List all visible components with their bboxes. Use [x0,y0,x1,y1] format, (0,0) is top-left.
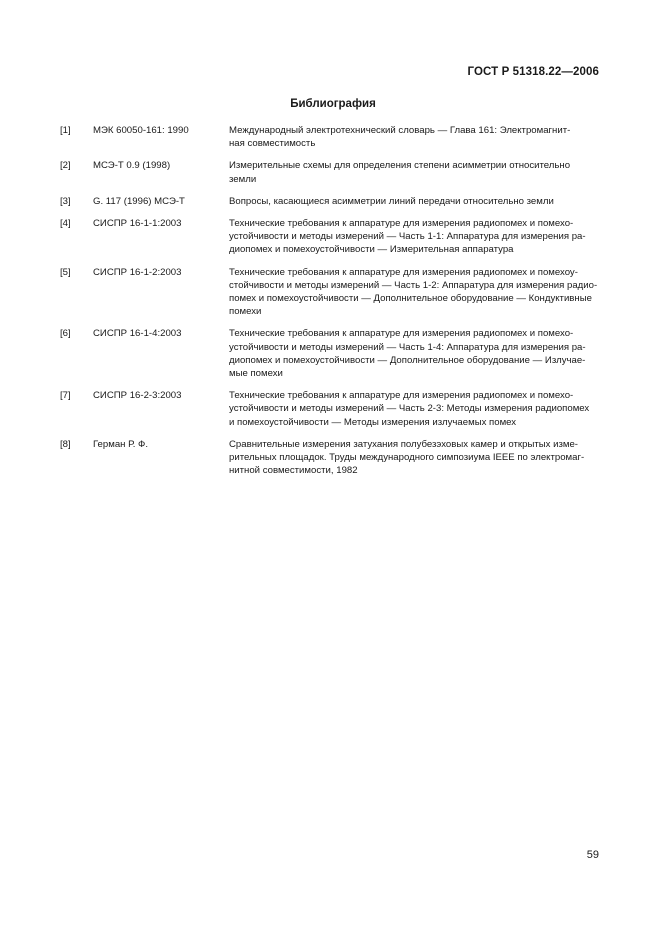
entry-line: и помехоустойчивости — Методы измерения излучаемых помех [229,416,517,428]
entry-number: [1] [60,125,71,136]
bibliography-entry [60,159,600,185]
entry-line: стойчивости и методы измерений — Часть 1-2: Аппаратура для измерения радио- [229,279,598,291]
entry-reference: G. 117 (1996) МСЭ-Т [93,195,185,207]
entry-reference: МСЭ-Т 0.9 (1998) [93,160,171,172]
bibliography-entry [60,195,600,208]
entry-line: устойчивости и методы измерений — Часть 2-3: Методы измерения радиопомех [229,403,590,415]
entry-line: диопомех и помехоустойчивости — Дополнительное оборудование — Излучае- [229,354,586,366]
entry-description [229,438,600,478]
entry-number: [6] [60,328,71,340]
entry-description [229,124,600,150]
entry-line: Технические требования к аппаратуре для измерения радиопомех и помехо- [229,328,574,340]
entry-number: [2] [60,160,71,172]
entry-reference: СИСПР 16-1-4:2003 [93,328,182,340]
entry-reference: СИСПР 16-1-1:2003 [93,218,182,230]
entry-reference: Герман Р. Ф. [93,438,148,450]
entry-line: мые помехи [229,368,283,380]
page-number: 59 [586,849,599,861]
document-code: ГОСТ Р 51318.22—2006 [467,66,599,78]
bibliography-entry [60,124,600,150]
entry-number: [7] [60,390,71,402]
entry-number: [5] [60,266,71,278]
entry-reference: МЭК 60050-161: 1990 [93,125,189,136]
entry-line: Международный электротехнический словарь — Глава 161: Электромагнит- [229,125,571,136]
entry-line: устойчивости и методы измерений — Часть 1-4: Аппаратура для измерения ра- [229,341,586,353]
entry-line: Технические требования к аппаратуре для измерения радиопомех и помехо- [229,218,574,230]
entry-description [229,217,600,257]
entry-line: помехи [229,306,262,318]
bibliography-list [60,124,600,477]
entry-line: диопомех и помехоустойчивости — Измерительная аппаратура [229,244,514,256]
entry-line: Вопросы, касающиеся асимметрии линий передачи относительно земли [229,195,554,207]
entry-number: [3] [60,195,71,207]
bibliography-entry [60,438,600,478]
entry-line: нитной совместимости, 1982 [229,465,358,477]
bibliography-entry [60,327,600,380]
entry-line: Технические требования к аппаратуре для измерения радиопомех и помехо- [229,390,574,402]
entry-line: рительных площадок. Труды международного симпозиума IEEE по электромаг- [229,452,585,464]
entry-line: Измерительные схемы для определения степени асимметрии относительно [229,160,571,172]
entry-description [229,266,600,319]
entry-description [229,195,600,208]
entry-line: Сравнительные измерения затухания полубезэховых камер и открытых изме- [229,438,578,450]
entry-reference: СИСПР 16-2-3:2003 [93,390,182,402]
entry-description [229,159,600,185]
entry-reference: СИСПР 16-1-2:2003 [93,266,182,278]
entry-line: земли [229,173,257,185]
section-title: Библиография [290,98,376,110]
entry-line: ная совместимость [229,138,316,150]
entry-line: устойчивости и методы измерений — Часть 1-1: Аппаратура для измерения ра- [229,231,586,243]
entry-description [229,327,600,380]
entry-number: [8] [60,438,71,450]
entry-line: помех и помехоустойчивости — Дополнительное оборудование — Кондуктивные [229,293,592,305]
bibliography-entry [60,266,600,319]
entry-description [229,389,600,429]
entry-number: [4] [60,218,71,230]
bibliography-entry [60,217,600,257]
bibliography-entry [60,389,600,429]
entry-line: Технические требования к аппаратуре для измерения радиопомех и помехоу- [229,266,578,278]
